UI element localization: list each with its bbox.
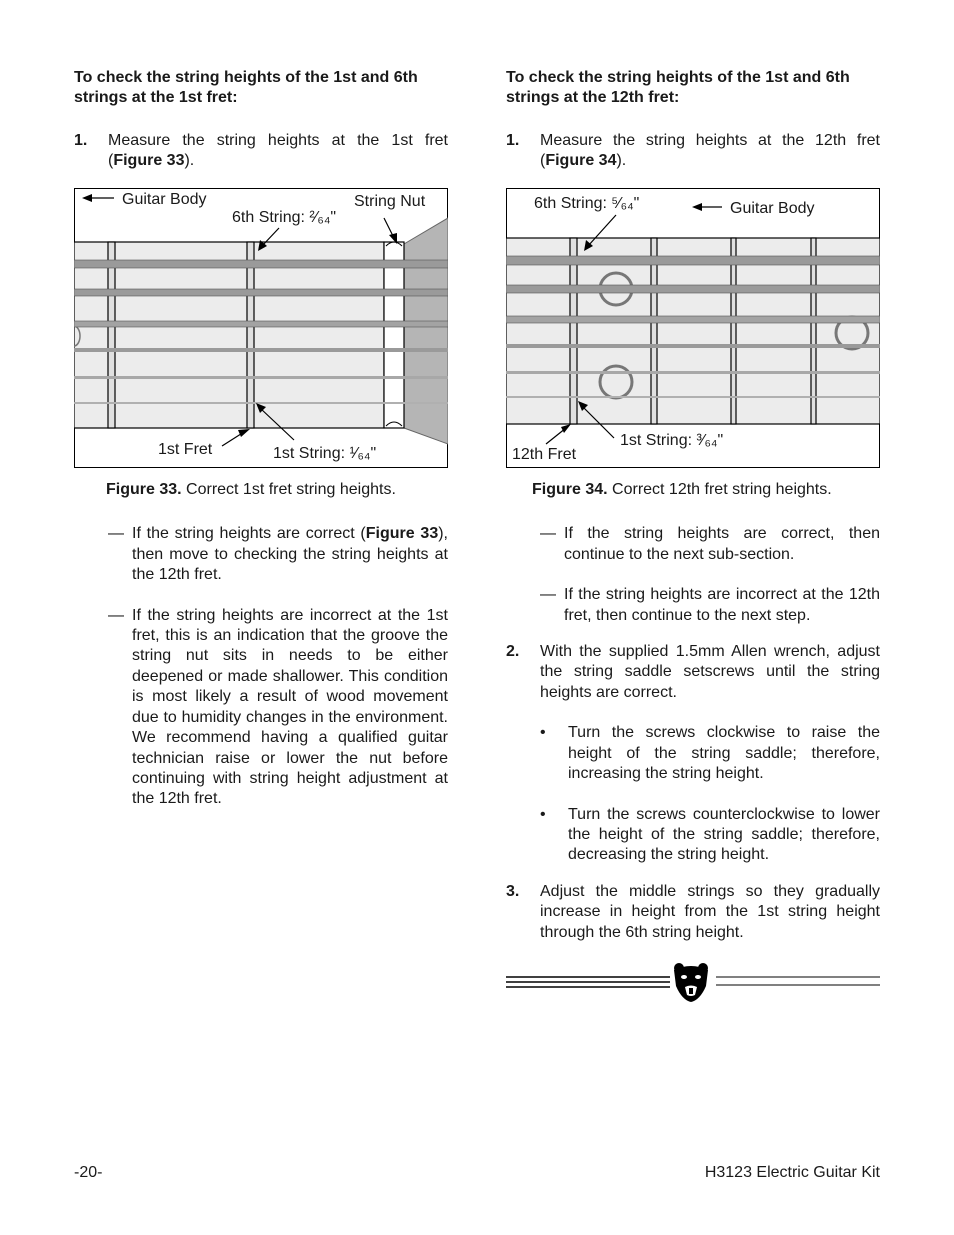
dash-mark: — — [540, 586, 556, 604]
note-correct-1st-fret — [74, 524, 448, 585]
bear-head-icon — [674, 963, 708, 1002]
note-text: If the string heights are correct, then continue to the next sub-section. — [564, 525, 880, 563]
fretboard-12th-fret-diagram — [506, 188, 880, 468]
string-nut-label: String Nut — [354, 192, 426, 210]
bullet-counterclockwise — [506, 805, 880, 866]
dash-mark: — — [540, 525, 556, 543]
note-correct-12th-fret — [506, 524, 880, 565]
step-text: Adjust the middle strings so they gradually increase in height from the 1st string height through the 6th string height. — [540, 882, 880, 941]
right-column — [506, 68, 880, 943]
step-1-left — [74, 131, 448, 172]
note-incorrect-12th-fret — [506, 585, 880, 626]
sixth-string-label: 6th String: ⁵⁄₆₄" — [534, 194, 640, 212]
caption-label: Figure 34. — [532, 481, 608, 499]
step-2 — [506, 642, 880, 703]
left-column — [74, 68, 448, 810]
first-string-label: 1st String: ³⁄₆₄" — [620, 431, 724, 449]
step-number: 2. — [506, 643, 520, 661]
step-text: Measure the string heights at the 1st fret ( — [108, 131, 448, 170]
note-incorrect-1st-fret — [74, 606, 448, 810]
step-1-right — [506, 131, 880, 172]
figure-33 — [74, 188, 448, 501]
step-text-end: ). — [616, 152, 627, 170]
figure-reference: Figure 33 — [365, 525, 439, 543]
bullet-text: Turn the screws clockwise to raise the height of the string saddle; therefore, increasing the string height. — [568, 724, 880, 783]
caption-text: Correct 12th fret string heights. — [612, 481, 832, 499]
section-divider — [506, 960, 880, 1004]
step-number: 1. — [74, 131, 88, 149]
bullet-text: Turn the screws counterclockwise to lower the height of the string saddle; therefore, decreasing the string height. — [568, 805, 880, 864]
bullet-dot: • — [540, 805, 546, 823]
figure-reference: Figure 33 — [113, 152, 185, 170]
note-text: If the string heights are incorrect at the 1st fret, this is an indication that the groove the string nut sits in needs to be either deepened or made shallower. This condition is most likely a result of wood movement due to humidity changes in the environment. We recommend having a qualified guitar technician raise or lower the nut before continuing with string height adjustment at the 12th fret. — [132, 606, 448, 808]
figure-34-caption — [506, 480, 880, 500]
twelfth-fret-label: 12th Fret — [512, 445, 577, 463]
guitar-body-label: Guitar Body — [122, 190, 207, 208]
figure-reference: Figure 34 — [545, 152, 617, 170]
step-text: With the supplied 1.5mm Allen wrench, adjust the string saddle setscrews until the string heights are correct. — [540, 643, 880, 701]
note-text-end: ), then move to checking the string heights at the 12th fret. — [132, 525, 448, 584]
dash-mark: — — [108, 606, 124, 624]
page-number: -20- — [74, 1164, 103, 1181]
figure-33-caption — [74, 480, 448, 500]
bullet-clockwise — [506, 723, 880, 784]
caption-label: Figure 33. — [106, 481, 182, 499]
step-text-end: ). — [184, 152, 195, 170]
section-heading-12th-fret: To check the string heights of the 1st and 6th strings at the 12th fret: — [506, 69, 850, 107]
fretboard-1st-fret-diagram — [74, 188, 448, 468]
sixth-string-label: 6th String: ²⁄₆₄" — [232, 208, 337, 226]
caption-text: Correct 1st fret string heights. — [186, 481, 396, 499]
document-title: H3123 Electric Guitar Kit — [704, 1164, 880, 1181]
bullet-dot: • — [540, 724, 546, 742]
step-text: Measure the string heights at the 12th fret ( — [540, 131, 880, 170]
step-number: 1. — [506, 131, 520, 149]
dash-mark: — — [108, 525, 124, 543]
section-heading-1st-fret: To check the string heights of the 1st and 6th strings at the 1st fret: — [74, 69, 418, 107]
note-text: If the string heights are incorrect at the 12th fret, then continue to the next step. — [564, 586, 880, 624]
step-number: 3. — [506, 882, 520, 900]
note-text: If the string heights are correct ( — [132, 525, 366, 543]
first-fret-label: 1st Fret — [158, 440, 213, 458]
first-string-label: 1st String: ¹⁄₆₄" — [273, 444, 377, 462]
figure-34 — [506, 188, 880, 501]
step-3 — [506, 882, 880, 943]
guitar-body-label: Guitar Body — [730, 199, 815, 217]
